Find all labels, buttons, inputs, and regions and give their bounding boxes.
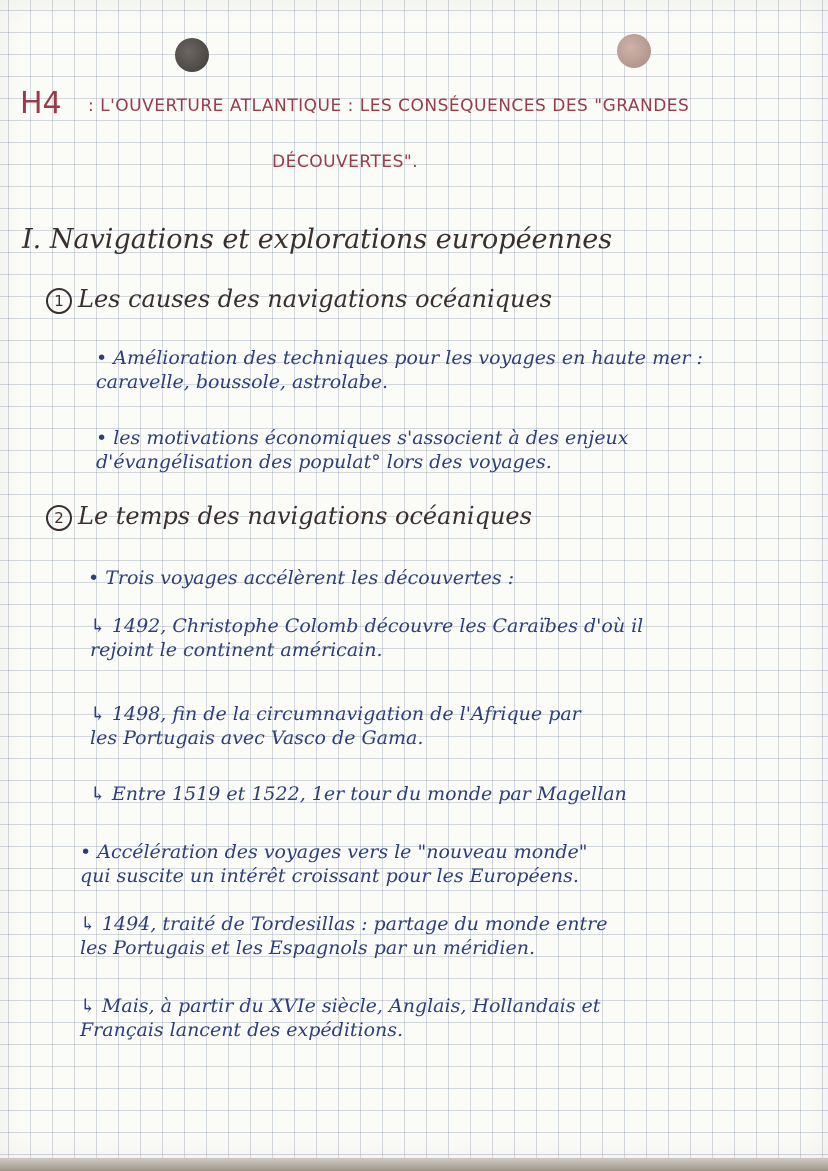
text-line: Accélération des voyages vers le "nouveau monde": [97, 841, 588, 863]
bullet-acceleration: [80, 840, 588, 888]
arrow-icon: ↳: [90, 783, 106, 805]
text-line: 1492, Christophe Colomb découvre les Caraïbes d'où il: [111, 615, 644, 637]
text-line: Entre 1519 et 1522, 1er tour du monde par Magellan: [111, 783, 627, 805]
text-line: Amélioration des techniques pour les voyages en haute mer :: [113, 347, 703, 369]
bullet-icon: •: [88, 567, 100, 589]
part-1-heading: I. Navigations et explorations européennes: [22, 224, 613, 255]
bullet-icon: •: [80, 841, 92, 863]
page-bottom-edge: [0, 1158, 828, 1171]
punch-hole-right: [617, 34, 651, 68]
text-line: 1498, fin de la circumnavigation de l'Afrique par: [111, 703, 581, 725]
punch-hole-left: [175, 38, 209, 72]
section-2-title: Le temps des navigations océaniques: [78, 502, 532, 530]
title-line-2: DÉCOUVERTES".: [272, 152, 419, 172]
text-line: Français lancent des expéditions.: [80, 1019, 404, 1041]
arrow-icon: ↳: [80, 913, 96, 935]
section-1-title: Les causes des navigations océaniques: [78, 285, 552, 313]
arrow-icon: ↳: [90, 703, 106, 725]
arrow-item-1498: [90, 702, 581, 750]
title-prefix: H4: [20, 86, 62, 121]
bullet-techniques: [96, 346, 703, 394]
bullet-motivations: [96, 426, 629, 474]
bullet-icon: •: [96, 347, 108, 369]
text-line: les motivations économiques s'associent à des enjeux: [113, 427, 629, 449]
text-line: qui suscite un intérêt croissant pour les Européens.: [80, 865, 579, 887]
text-line: caravelle, boussole, astrolabe.: [96, 371, 389, 393]
section-1-heading: [46, 285, 552, 314]
bullet-three-voyages: [88, 566, 514, 590]
arrow-item-1492: [90, 614, 643, 662]
arrow-item-1519: [90, 782, 627, 806]
text-line: Mais, à partir du XVIe siècle, Anglais, Hollandais et: [101, 995, 601, 1017]
arrow-icon: ↳: [80, 995, 96, 1017]
text-line: rejoint le continent américain.: [90, 639, 383, 661]
text-line: Trois voyages accélèrent les découvertes :: [105, 567, 515, 589]
text-line: d'évangélisation des populat° lors des voyages.: [96, 451, 552, 473]
arrow-icon: ↳: [90, 615, 106, 637]
title-line-1: : L'OUVERTURE ATLANTIQUE : LES CONSÉQUENCES DES "GRANDES: [88, 96, 690, 116]
text-line: les Portugais et les Espagnols par un méridien.: [80, 937, 536, 959]
arrow-item-xvi: [80, 994, 600, 1042]
arrow-item-1494: [80, 912, 608, 960]
bullet-icon: •: [96, 427, 108, 449]
section-2-heading: [46, 502, 532, 531]
text-line: les Portugais avec Vasco de Gama.: [90, 727, 424, 749]
text-line: 1494, traité de Tordesillas : partage du monde entre: [101, 913, 608, 935]
section-number-badge: 1: [46, 288, 72, 314]
section-number-badge: 2: [46, 505, 72, 531]
